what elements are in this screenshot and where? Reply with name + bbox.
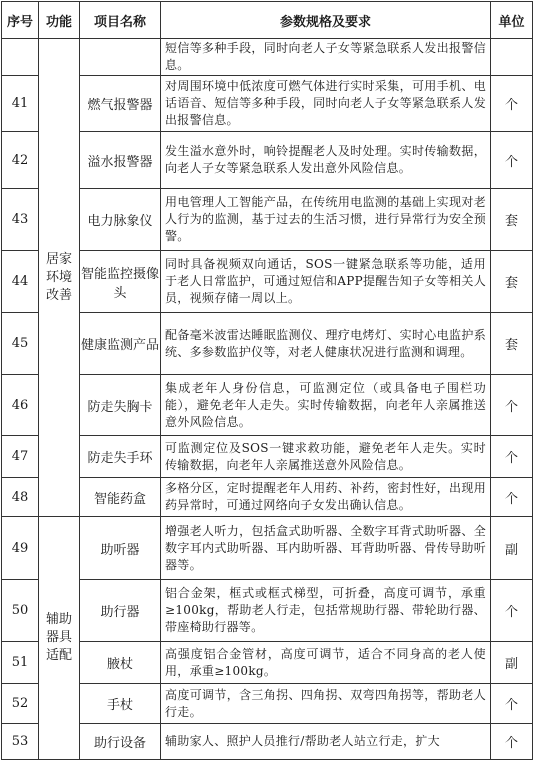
table-row — [2, 684, 533, 724]
item-spec: 对周围环境中低浓度可燃气体进行实时采集，可用手机、电话语音、短信等多种手段，同时向老人子女等紧急联系人发出报警信息。 — [161, 76, 491, 132]
table-row — [2, 724, 533, 760]
row-number: 46 — [2, 375, 39, 436]
item-spec: 短信等多种手段，同时向老人子女等紧急联系人发出报警信息。 — [161, 39, 491, 76]
item-unit: 个 — [491, 375, 533, 436]
item-name: 助行器 — [80, 580, 161, 642]
row-number: 44 — [2, 251, 39, 313]
table-row — [2, 189, 533, 251]
item-unit: 个 — [491, 684, 533, 724]
item-unit: 个 — [491, 132, 533, 189]
item-name: 助行设备 — [80, 724, 161, 760]
header-item-name: 项目名称 — [80, 2, 161, 39]
item-name: 智能药盒 — [80, 478, 161, 517]
item-name: 健康监测产品 — [80, 313, 161, 375]
item-name: 腋杖 — [80, 642, 161, 684]
item-spec: 铝合金架，框式或框式梯型，可折叠，高度可调节，承重≥100kg，帮助老人行走，包括常规助行器、带轮助行器、带座椅助行器等。 — [161, 580, 491, 642]
item-spec: 增强老人听力，包括盒式助听器、全数字耳背式助听器、全数字耳内式助听器、耳内助听器、耳背助听器、骨传导助听器等。 — [161, 517, 491, 580]
item-spec: 多格分区，定时提醒老年人用药、补药，密封性好，出现用药异常时，可通过网络向子女发出确认信息。 — [161, 478, 491, 517]
item-spec: 集成老年人身份信息，可监测定位（或具备电子围栏功能），避免老年人走失。实时传输数据，向老年人亲属推送意外风险信息。 — [161, 375, 491, 436]
row-number: 49 — [2, 517, 39, 580]
row-number: 48 — [2, 478, 39, 517]
row-number: 53 — [2, 724, 39, 760]
table-row — [2, 580, 533, 642]
item-name: 助听器 — [80, 517, 161, 580]
header-no: 序号 — [2, 2, 39, 39]
item-spec: 可监测定位及SOS一键求救功能，避免老年人走失。实时传输数据，向老年人亲属推送意外风险信息。 — [161, 436, 491, 478]
item-unit — [491, 39, 533, 76]
row-number: 50 — [2, 580, 39, 642]
item-spec: 高强度铝合金管材，高度可调节，适合不同身高的老人使用，承重≥100kg。 — [161, 642, 491, 684]
item-spec: 同时具备视频双向通话，SOS一键紧急联系等功能，适用于老人日常监护，可通过短信和APP提醒告知子女等相关人员，视频存储一周以上。 — [161, 251, 491, 313]
item-spec: 发生溢水意外时，响铃提醒老人及时处理。实时传输数据，向老人子女等紧急联系人发出意外风险信息。 — [161, 132, 491, 189]
item-unit: 套 — [491, 251, 533, 313]
item-name: 手杖 — [80, 684, 161, 724]
table-row — [2, 436, 533, 478]
row-number: 52 — [2, 684, 39, 724]
header-spec: 参数规格及要求 — [161, 2, 491, 39]
item-spec: 用电管理人工智能产品，在传统用电监测的基础上实现对老人行为的监测，基于过去的生活习惯，进行异常行为安全预警。 — [161, 189, 491, 251]
item-unit: 副 — [491, 642, 533, 684]
item-name: 智能监控摄像头 — [80, 251, 161, 313]
item-unit: 个 — [491, 76, 533, 132]
item-name — [80, 39, 161, 76]
category-cell: 辅助器具适配 — [39, 517, 80, 760]
table-row — [2, 642, 533, 684]
item-unit: 个 — [491, 436, 533, 478]
category-cell: 居家环境改善 — [39, 39, 80, 517]
item-name: 溢水报警器 — [80, 132, 161, 189]
item-name: 燃气报警器 — [80, 76, 161, 132]
row-number: 47 — [2, 436, 39, 478]
row-number — [2, 39, 39, 76]
item-unit: 副 — [491, 517, 533, 580]
table-row — [2, 478, 533, 517]
item-unit: 个 — [491, 478, 533, 517]
row-number: 42 — [2, 132, 39, 189]
table-row — [2, 517, 533, 580]
table-row — [2, 39, 533, 76]
item-spec: 配备毫米波雷达睡眠监测仪、理疗电烤灯、实时心电监护系统、多参数监护仪等，对老人健康状况进行监测和调理。 — [161, 313, 491, 375]
item-unit: 套 — [491, 313, 533, 375]
table-row — [2, 251, 533, 313]
item-spec: 辅助家人、照护人员推行/帮助老人站立行走，扩大 — [161, 724, 491, 760]
table-row — [2, 313, 533, 375]
item-name: 防走失胸卡 — [80, 375, 161, 436]
table-row — [2, 132, 533, 189]
item-unit: 套 — [491, 189, 533, 251]
header-function: 功能 — [39, 2, 80, 39]
header-unit: 单位 — [491, 2, 533, 39]
item-name: 防走失手环 — [80, 436, 161, 478]
header-row — [2, 2, 533, 39]
row-number: 45 — [2, 313, 39, 375]
item-spec: 高度可调节，含三角拐、四角拐、双弯四角拐等，帮助老人行走。 — [161, 684, 491, 724]
table-row — [2, 76, 533, 132]
table-row — [2, 375, 533, 436]
row-number: 43 — [2, 189, 39, 251]
item-unit: 个 — [491, 580, 533, 642]
item-unit: 个 — [491, 724, 533, 760]
item-name: 电力脉象仪 — [80, 189, 161, 251]
spec-table — [1, 1, 533, 760]
row-number: 41 — [2, 76, 39, 132]
row-number: 51 — [2, 642, 39, 684]
